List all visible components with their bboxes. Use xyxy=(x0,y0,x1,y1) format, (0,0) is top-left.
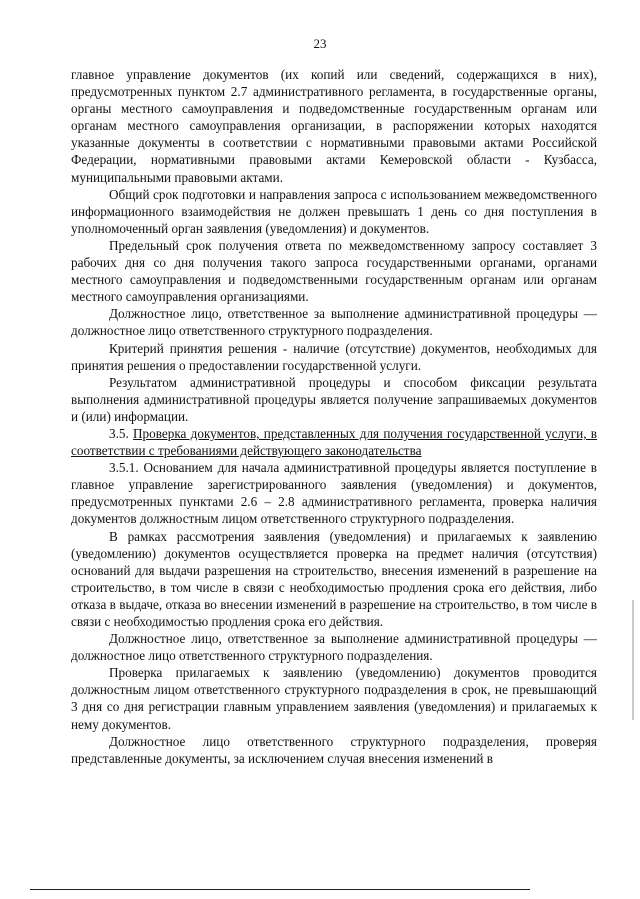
section-number: 3.5. xyxy=(109,425,134,441)
paragraph-1: главное управление документов (их копий или сведений, содержащихся в них), предусмотренных пунктом 2.7 административного регламента, в государственные органы, органы местного самоуправления и подведомственные государственным органам или органам местного самоуправления организации, в распоряжении которых находятся указанные документы в соответствии с нормативными правовыми актами Российской Федерации, нормативными правовыми актами Кемеровской области - Кузбасса, муниципальными правовыми актами. xyxy=(71,67,597,185)
section-title: Проверка документов, представленных для получения государственной услуги, в соответствии с требованиями действующего законодательства xyxy=(71,425,597,459)
paragraph-6: Результатом административной процедуры и способом фиксации результата выполнения административной процедуры является получение запрашиваемых документов и (или) информации. xyxy=(71,374,597,424)
paragraph-11: Проверка прилагаемых к заявлению (уведомлению) документов проводится должностным лицом ответственного структурного подразделения в срок, не превышающий 3 дня со дня регистрации главным управлением заявления (уведомления) и прилагаемых к нему документов. xyxy=(71,665,597,732)
paragraph-12: Должностное лицо ответственного структурного подразделения, проверяя представленные документы, за исключением случая внесения изменений в xyxy=(71,733,597,766)
scan-margin-mark xyxy=(632,600,634,720)
paragraph-5: Критерий принятия решения - наличие (отсутствие) документов, необходимых для принятия решения о предоставлении государственной услуги. xyxy=(71,340,597,373)
page-number: 23 xyxy=(313,36,327,51)
paragraph-3: Предельный срок получения ответа по межведомственному запросу составляет 3 рабочих дня со дня получения такого запроса государственными органами, органами местного самоуправления и подведомственными государственным органам или органам местного самоуправления организациями. xyxy=(71,237,597,305)
paragraph-9: В рамках рассмотрения заявления (уведомления) и прилагаемых к заявлению (уведомлению) документов осуществляется проверка на предмет наличия (отсутствия) оснований для выдачи разрешения на строительство, внесения изменений в разрешение на строительство, в том числе в связи с необходимостью продления срока его действия, либо отказа в выдаче, отказа во внесении изменений в разрешение на строительство, в том числе в связи с необходимостью продления срока его действия. xyxy=(71,528,597,629)
paragraph-4: Должностное лицо, ответственное за выполнение административной процедуры — должностное лицо ответственного структурного подразделения. xyxy=(71,306,597,339)
paragraph-3-5-1: 3.5.1. Основанием для начала административной процедуры является поступление в главное управление зарегистрированного заявления (уведомления) и документов, предусмотренных пунктами 2.6 – 2.8 административного регламента, проверка наличия документов должностным лицом ответственного структурного подразделения. xyxy=(71,460,597,527)
paragraph-2: Общий срок подготовки и направления запроса с использованием межведомственного информационного взаимодействия не должен превышать 1 день со дня поступления в уполномоченный орган заявления (уведомления) и документов. xyxy=(71,186,597,236)
paragraph-10: Должностное лицо, ответственное за выполнение административной процедуры — должностное лицо ответственного структурного подразделения. xyxy=(71,631,597,664)
footer-rule xyxy=(30,889,530,890)
section-heading-3-5 xyxy=(71,425,597,459)
document-body xyxy=(71,66,597,767)
